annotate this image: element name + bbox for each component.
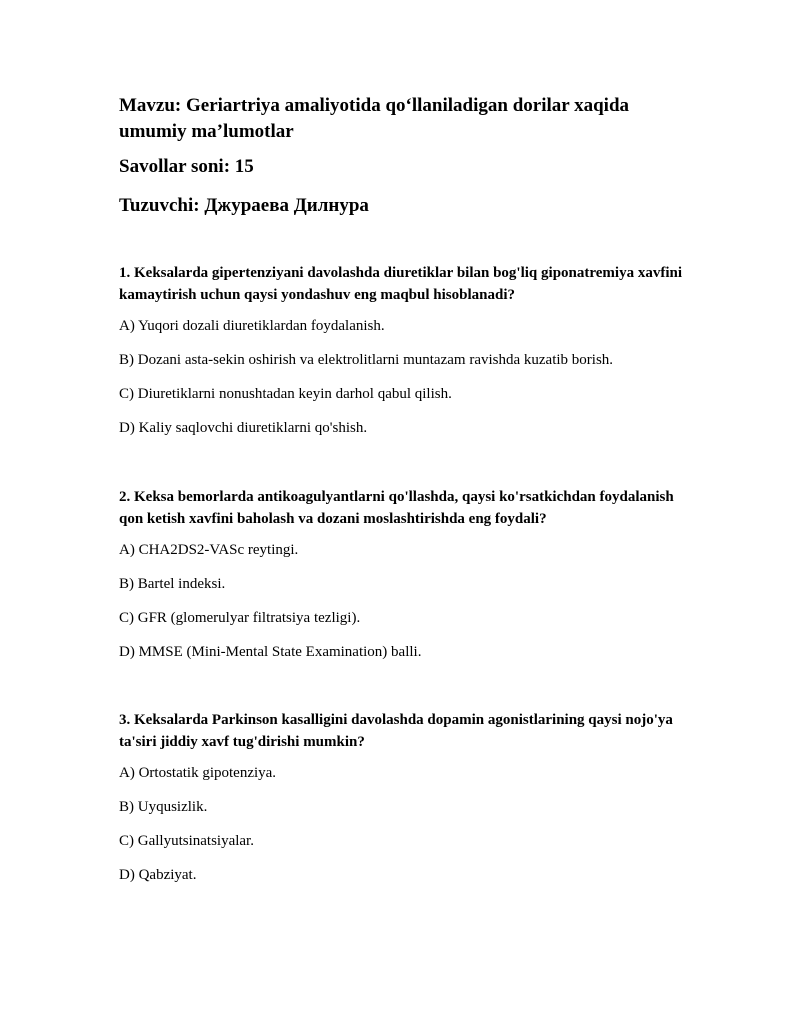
option-c: C) Diuretiklarni nonushtadan keyin darhol qabul qilish.: [119, 386, 452, 402]
question-count: Savollar soni: 15: [119, 156, 254, 177]
question-text: 1. Keksalarda gipertenziyani davolashda diuretiklar bilan bog'liq giponatremiya xavfini kamaytirish uchun qaysi yondashuv eng maqbul hisoblanadi?: [119, 265, 682, 303]
option-a: A) Ortostatik gipotenziya.: [119, 765, 277, 781]
question-text: 3. Keksalarda Parkinson kasalligini davolashda dopamin agonistlarining qaysi nojo'ya ta'siri jiddiy xavf tug'dirishi mumkin?: [119, 712, 673, 750]
question-text: 2. Keksa bemorlarda antikoagulyantlarni qo'llashda, qaysi ko'rsatkichdan foydalanish qon ketish xavfini baholash va dozani moslashtirishda eng foydali?: [119, 489, 674, 527]
question-2: [119, 486, 689, 660]
option-d: D) Qabziyat.: [119, 867, 197, 883]
option-b: B) Dozani asta-sekin oshirish va elektrolitlarni muntazam ravishda kuzatib borish.: [119, 352, 614, 368]
option-b: B) Bartel indeksi.: [119, 576, 226, 592]
option-c: C) GFR (glomerulyar filtratsiya tezligi).: [119, 610, 361, 626]
option-d: D) MMSE (Mini-Mental State Examination) balli.: [119, 644, 422, 660]
option-a: A) CHA2DS2-VASc reytingi.: [119, 542, 299, 558]
option-b: B) Uyqusizlik.: [119, 799, 208, 815]
option-d: D) Kaliy saqlovchi diuretiklarni qo'shish.: [119, 420, 368, 436]
option-a: A) Yuqori dozali diuretiklardan foydalanish.: [119, 318, 385, 334]
document-title: Mavzu: Geriartriya amaliyotida qo‘llaniladigan dorilar xaqida umumiy ma’lumotlar: [119, 95, 630, 142]
author-line: Tuzuvchi: Джураева Дилнура: [119, 195, 369, 216]
question-1: [119, 262, 689, 436]
question-3: [119, 709, 689, 883]
option-c: C) Gallyutsinatsiyalar.: [119, 833, 254, 849]
